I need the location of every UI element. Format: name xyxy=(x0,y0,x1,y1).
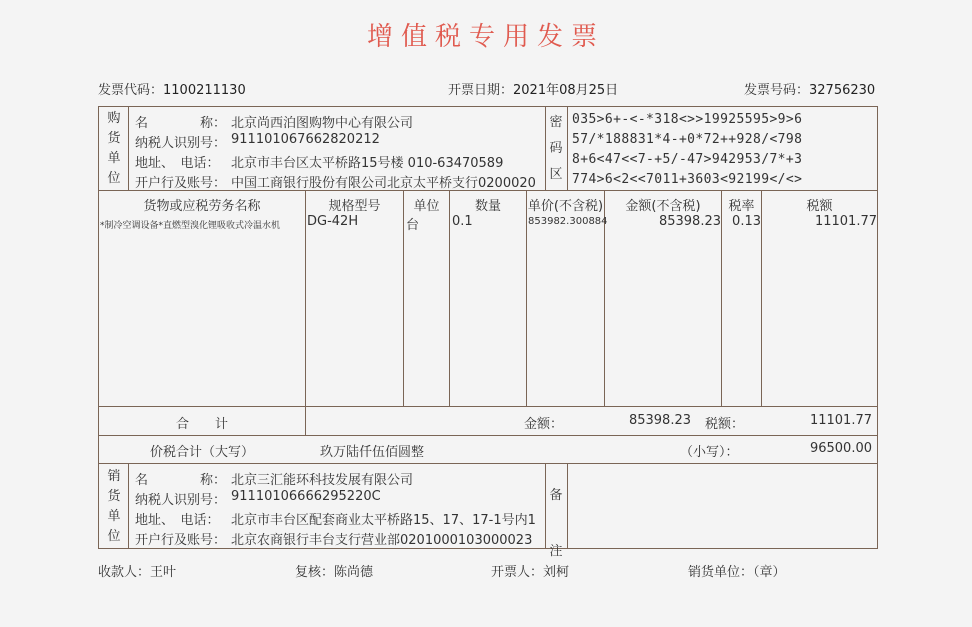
grand-label: 价税合计（大写） xyxy=(149,445,254,460)
seller-bank: 北京农商银行丰台支行营业部0201000103000023⁠ xyxy=(231,533,533,548)
item-goods: *制冷空调设备*直燃型溴化锂吸收式冷温水机 xyxy=(100,221,281,231)
cipher-area: 035>6+-<-*318<>>19925595>9>6 57/*188831*4-+0*72++928/<798 8+6<47<<7-+5/-47>942953/7*+3 774>6<2<<7011+3603<92199</<> xyxy=(572,112,803,187)
footer-payee: 收款人：王叶 xyxy=(98,565,177,580)
col-tax: 税额 xyxy=(806,199,833,214)
seller-tax-id: 91110106666295220C xyxy=(231,489,381,504)
invoice-title: 增值税专用发票 xyxy=(366,22,605,52)
col-qty: 数量 xyxy=(474,199,501,214)
totals-tax-label: 税额： xyxy=(705,417,745,432)
footer-review: 复核：陈尚德 xyxy=(295,565,374,580)
buyer-tax-id: 911101067662820212 xyxy=(231,132,380,147)
footer-seller-seal: 销货单位：（章） xyxy=(688,565,786,580)
invoice-date: 开票日期：2021年08月25日 xyxy=(448,83,619,98)
item-rate: 0.13 xyxy=(732,214,761,229)
item-tax: 11101.77 xyxy=(814,214,877,229)
seller-name: 北京三汇能环科技发展有限公司 xyxy=(231,473,414,488)
seller-bank-label: 开户行及账号： xyxy=(135,533,227,548)
col-goods: 货物或应税劳务名称 xyxy=(143,199,261,214)
col-rate: 税率 xyxy=(728,199,755,214)
seller-name-label: 名 称： xyxy=(135,473,227,488)
col-price: 单价(不含税) xyxy=(527,199,604,214)
item-spec: DG-42H xyxy=(307,214,359,229)
col-spec: 规格型号 xyxy=(328,199,381,214)
totals-amount-label: 金额： xyxy=(524,417,564,432)
remarks-side-label: 备 注 xyxy=(549,488,563,559)
col-unit: 单位 xyxy=(413,199,440,214)
footer-issuer: 开票人：刘柯 xyxy=(491,565,570,580)
item-qty: 0.1 xyxy=(452,214,473,229)
item-amount: 85398.23 xyxy=(658,214,721,229)
buyer-tax-label: 纳税人识别号： xyxy=(135,136,227,151)
buyer-address: 北京市丰台区太平桥路15号楼 010-63470589 xyxy=(231,156,504,171)
item-unit: 台 xyxy=(406,218,420,233)
grand-small-label: （小写）： xyxy=(680,445,739,460)
totals-tax: 11101.77 xyxy=(809,413,872,428)
buyer-bank: 中国工商银行股份有限公司北京太平桥支行0200020 xyxy=(231,176,536,191)
buyer-bank-label: 开户行及账号： xyxy=(135,176,227,191)
seller-tax-label: 纳税人识别号： xyxy=(135,493,227,508)
buyer-name-label: 名 称： xyxy=(135,116,227,131)
invoice-number: 发票号码：32756230 xyxy=(744,83,876,98)
seller-side-label: 销 货 单 位 xyxy=(107,469,121,544)
seller-addr-label: 地址、 电话： xyxy=(135,513,220,528)
buyer-name: 北京尚西泊图购物中心有限公司 xyxy=(231,116,414,131)
buyer-side-label: 购 货 单 位 xyxy=(107,111,121,186)
totals-amount: 85398.23 xyxy=(628,413,691,428)
seller-address: 北京市丰台区配套商业太平桥路15、17、17-1号内1 xyxy=(231,513,536,528)
item-price: 853982.300884 xyxy=(528,216,608,227)
totals-label: 合 计 xyxy=(175,417,228,432)
invoice-code: 发票代码：1100211130 xyxy=(98,83,246,98)
cipher-side-label: 密 码 区 xyxy=(549,115,563,182)
grand-upper: 玖万陆仟伍佰圆整 xyxy=(320,445,425,460)
col-amount: 金额(不含税) xyxy=(625,199,701,214)
grand-small: 96500.00 xyxy=(809,441,872,456)
buyer-addr-label: 地址、 电话： xyxy=(135,156,220,171)
